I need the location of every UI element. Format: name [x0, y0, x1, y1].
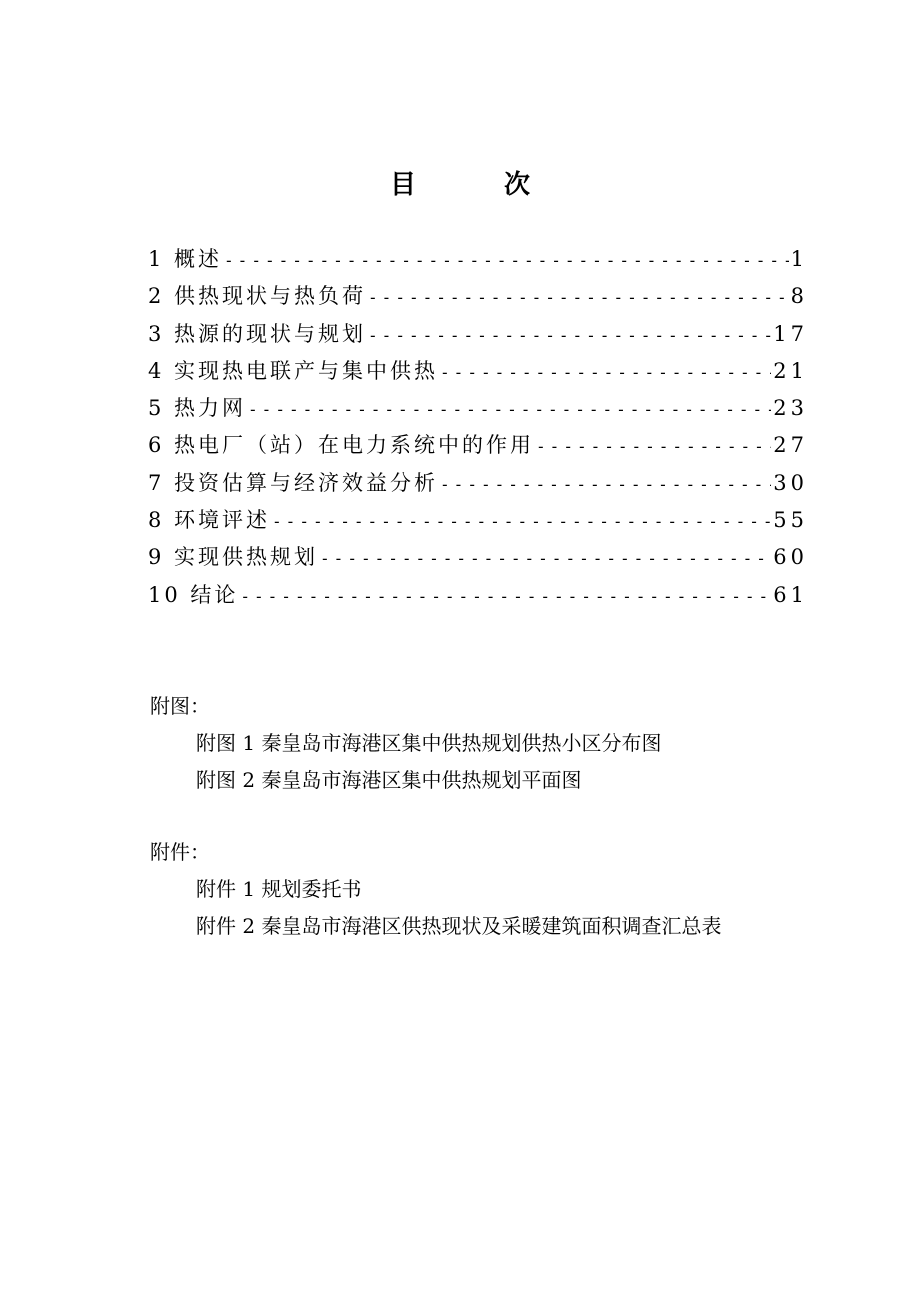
toc-entry-page: 23 — [773, 396, 808, 421]
toc-entry-page: 1 — [790, 247, 808, 271]
toc-entry-page: 17 — [773, 321, 808, 346]
figures-heading: 附图： — [150, 694, 210, 718]
toc-entry — [148, 318, 808, 355]
toc-entry-page: 30 — [773, 470, 808, 495]
toc-entry-page: 60 — [773, 545, 808, 570]
attachments-heading: 附件： — [150, 840, 210, 864]
table-of-contents — [148, 243, 808, 616]
toc-entry-label: 9 实现供热规划 — [148, 545, 319, 570]
toc-entry-page: 55 — [773, 508, 808, 533]
page-title — [0, 164, 920, 201]
figure-item: 附图 2 秦皇岛市海港区集中供热规划平面图 — [196, 768, 582, 792]
toc-entry-label: 6 热电厂（站）在电力系统中的作用 — [148, 433, 535, 458]
toc-entry-page: 21 — [773, 358, 808, 383]
toc-entry — [148, 355, 808, 392]
toc-leader — [368, 326, 771, 345]
toc-entry — [148, 392, 808, 429]
toc-entry-label: 5 热力网 — [148, 396, 247, 421]
toc-entry — [148, 504, 808, 541]
toc-entry — [148, 467, 808, 504]
attachment-item: 附件 2 秦皇岛市海港区供热现状及采暖建筑面积调查汇总表 — [196, 914, 722, 938]
toc-entry — [148, 243, 808, 280]
toc-leader — [536, 437, 771, 456]
toc-entry — [148, 579, 808, 616]
toc-entry-label: 2 供热现状与热负荷 — [148, 284, 367, 309]
toc-entry-label: 4 实现热电联产与集中供热 — [148, 358, 439, 383]
toc-entry-label: 8 环境评述 — [148, 508, 271, 533]
toc-leader — [368, 288, 789, 307]
toc-entry — [148, 429, 808, 466]
toc-entry-label: 3 热源的现状与规划 — [148, 321, 367, 346]
title-char-1: 目 — [389, 170, 416, 200]
toc-leader — [440, 475, 771, 494]
figure-item: 附图 1 秦皇岛市海港区集中供热规划供热小区分布图 — [196, 731, 662, 755]
toc-entry-label: 7 投资估算与经济效益分析 — [148, 470, 439, 495]
toc-leader — [272, 512, 771, 531]
toc-entry-page: 27 — [773, 433, 808, 458]
toc-leader — [224, 251, 789, 270]
attachment-item: 附件 1 规划委托书 — [196, 877, 362, 901]
toc-leader — [320, 549, 771, 568]
toc-leader — [248, 400, 771, 419]
toc-entry-page: 61 — [773, 582, 808, 607]
title-char-2: 次 — [504, 170, 531, 200]
toc-entry-label: 1 概述 — [148, 247, 223, 271]
toc-entry-label: 10 结论 — [148, 582, 239, 607]
toc-entry — [148, 541, 808, 578]
toc-leader — [240, 587, 771, 606]
toc-leader — [440, 363, 771, 382]
toc-entry-page: 8 — [790, 284, 808, 309]
toc-entry — [148, 280, 808, 317]
